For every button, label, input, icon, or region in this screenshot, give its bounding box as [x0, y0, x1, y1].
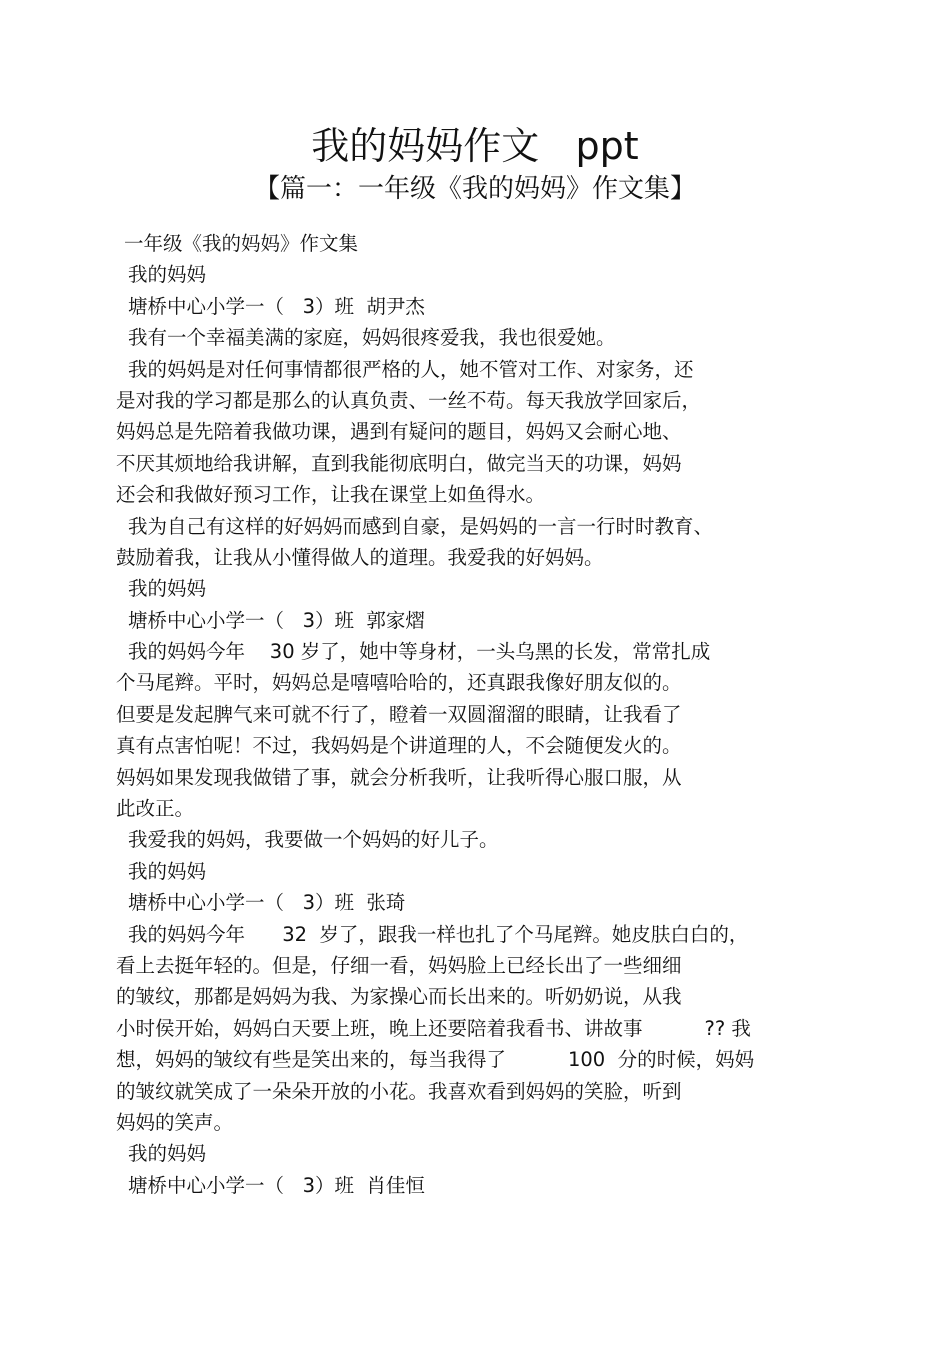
- text-line: 我的妈妈: [128, 577, 207, 601]
- text-line: 真有点害怕呢！不过，我妈妈是个讲道理的人，不会随便发火的。: [116, 734, 682, 758]
- text-line: 看上去挺年轻的。但是，仔细一看，妈妈脸上已经长出了一些细细: [116, 953, 682, 977]
- text-line: 妈妈如果发现我做错了事，就会分析我听，让我听得心服口服，从: [116, 765, 682, 789]
- text-line: 想，妈妈的皱纹有些是笑出来的，每当我得了 100 分的时候，妈妈: [116, 1048, 755, 1072]
- document-title: 我的妈妈作文 ppt: [311, 124, 639, 168]
- text-line: 我的妈妈: [128, 1142, 207, 1166]
- text-line: 一年级《我的妈妈》作文集: [124, 232, 359, 255]
- text-line: 小时侯开始，妈妈白天要上班，晚上还要陪着我看书、讲故事 ?? 我: [116, 1016, 751, 1040]
- text-line: 是对我的学习都是那么的认真负责、一丝不苟。每天我放学回家后，: [116, 388, 702, 412]
- text-line: 我的妈妈今年 30 岁了，她中等身材，一头乌黑的长发，常常扎成: [128, 640, 711, 664]
- document-body: [116, 228, 836, 1201]
- text-line: 我爱我的妈妈，我要做一个妈妈的好儿子。: [128, 828, 499, 852]
- text-line: 我的妈妈是对任何事情都很严格的人，她不管对工作、对家务，还: [128, 357, 694, 381]
- document-subtitle: 【篇一：一年级《我的妈妈》作文集】: [253, 174, 696, 204]
- text-line: 塘桥中心小学一（ 3）班 郭家熠: [128, 608, 425, 632]
- text-line: 妈妈的笑声。: [116, 1110, 234, 1134]
- text-line: 我为自己有这样的好妈妈而感到自豪，是妈妈的一言一行时时教育、: [128, 514, 714, 538]
- text-line: 塘桥中心小学一（ 3）班 肖佳恒: [128, 1173, 425, 1197]
- text-line: 塘桥中心小学一（ 3）班 张琦: [128, 891, 406, 915]
- text-line: 我的妈妈: [128, 263, 207, 287]
- text-line: 不厌其烦地给我讲解，直到我能彻底明白，做完当天的功课，妈妈: [116, 451, 682, 475]
- text-line: 此改正。: [116, 797, 195, 821]
- text-line: 个马尾辫。平时，妈妈总是嘻嘻哈哈的，还真跟我像好朋友似的。: [116, 671, 682, 695]
- text-line: 妈妈总是先陪着我做功课，遇到有疑问的题目，妈妈又会耐心地、: [116, 420, 682, 444]
- text-line: 塘桥中心小学一（ 3）班 胡尹杰: [128, 294, 425, 318]
- text-line: 但要是发起脾气来可就不行了，瞪着一双圆溜溜的眼睛，让我看了: [116, 702, 682, 726]
- text-line: 我的妈妈: [128, 859, 207, 883]
- text-line: 我的妈妈今年 32 岁了，跟我一样也扎了个马尾辫。她皮肤白白的，: [128, 922, 749, 946]
- text-line: 还会和我做好预习工作，让我在课堂上如鱼得水。: [116, 483, 546, 507]
- text-line: 的皱纹就笑成了一朵朵开放的小花。我喜欢看到妈妈的笑脸，听到: [116, 1079, 682, 1103]
- text-line: 鼓励着我，让我从小懂得做人的道理。我爱我的好妈妈。: [116, 545, 604, 569]
- text-line: 我有一个幸福美满的家庭，妈妈很疼爱我，我也很爱她。: [128, 326, 616, 350]
- text-line: 的皱纹，那都是妈妈为我、为家操心而长出来的。听奶奶说，从我: [116, 985, 682, 1009]
